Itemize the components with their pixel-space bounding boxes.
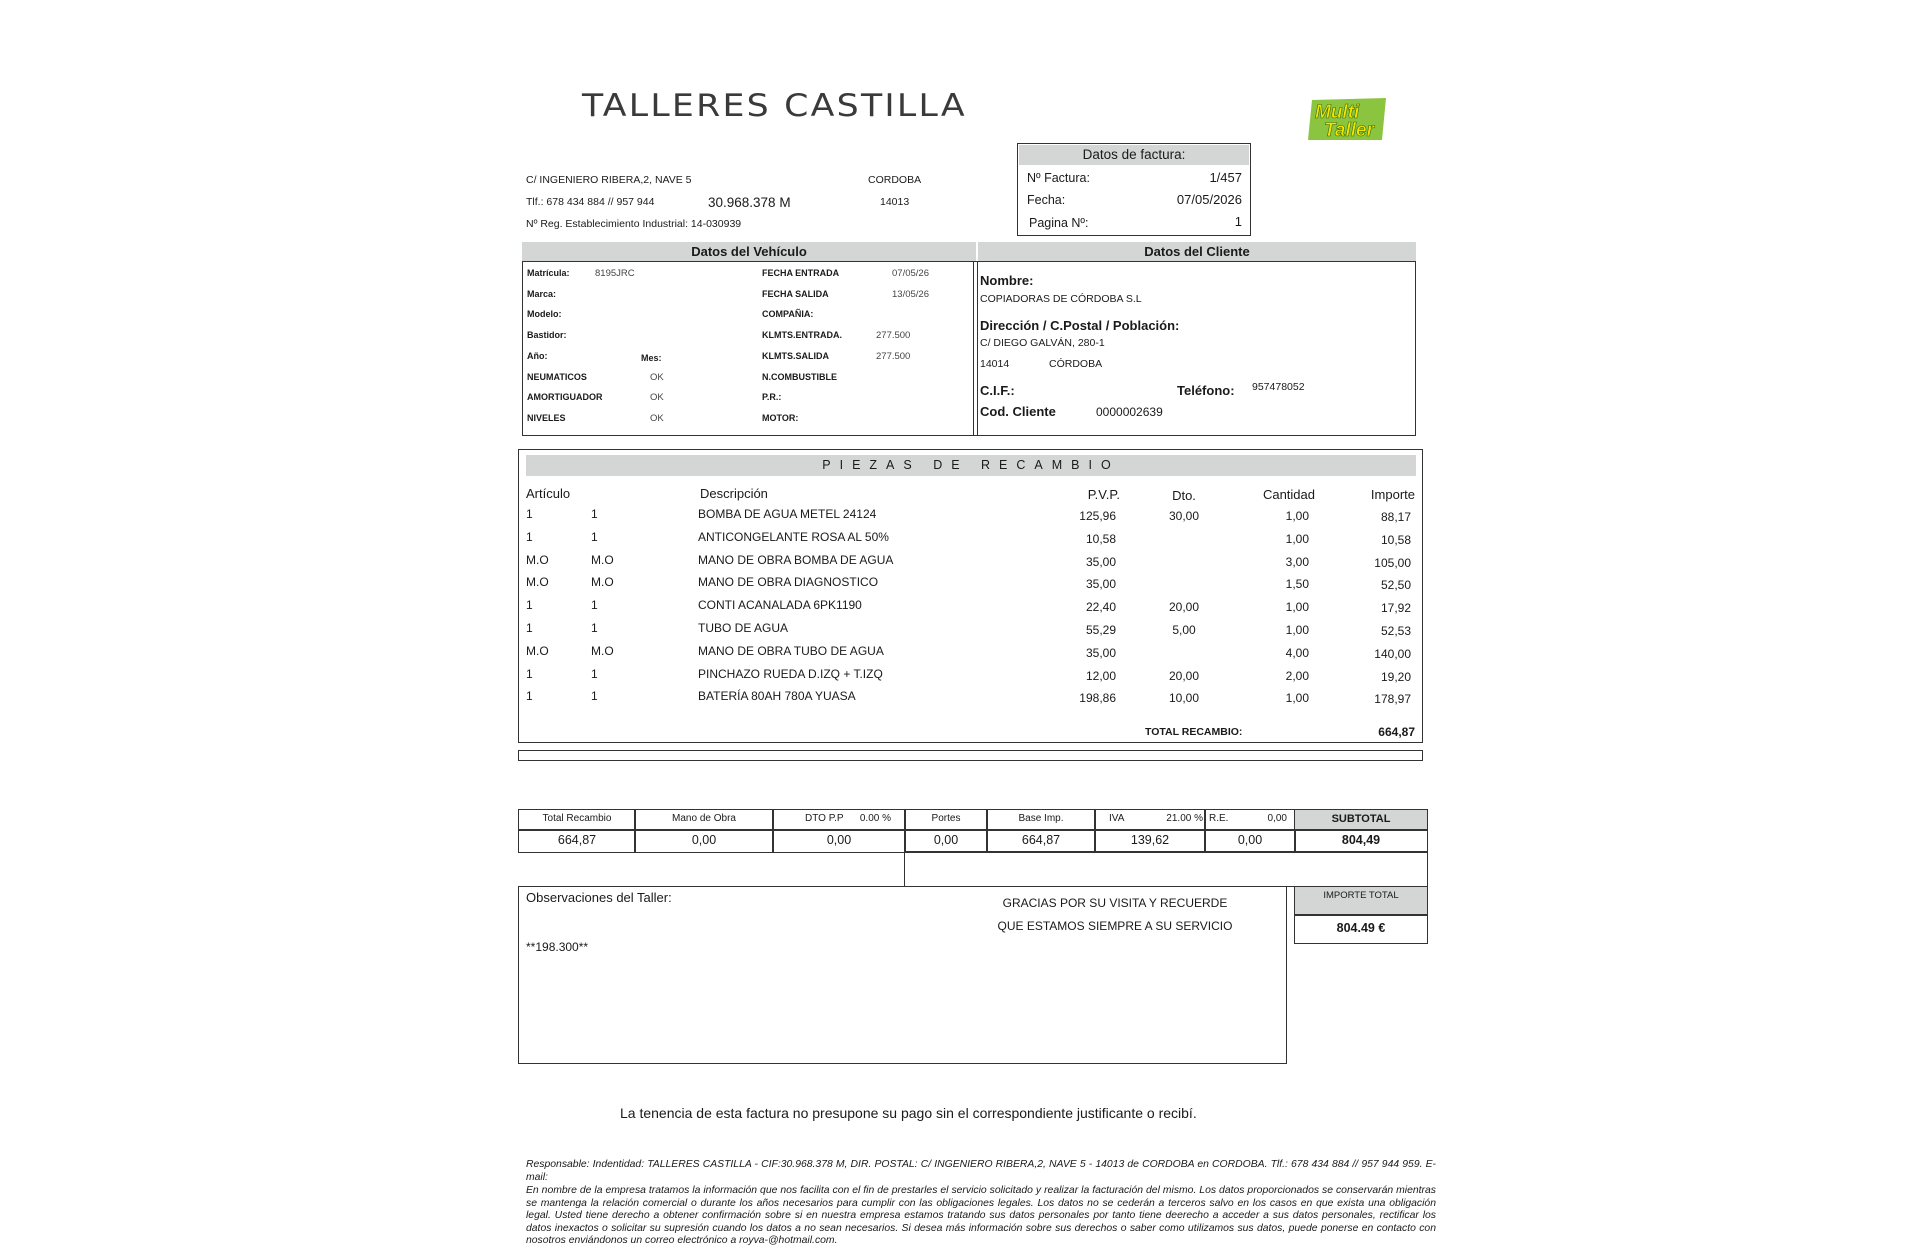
row-amount: 88,17 xyxy=(1380,510,1411,524)
row-pvp: 125,96 xyxy=(1079,509,1116,523)
company-address: C/ INGENIERO RIBERA,2, NAVE 5 xyxy=(526,174,692,186)
header-cantidad: Cantidad xyxy=(1262,487,1315,502)
row-article-ref: 1 xyxy=(591,689,598,704)
vehicle-field-value: OK xyxy=(650,392,664,404)
client-code: 0000002639 xyxy=(1096,405,1163,419)
row-article-ref: 1 xyxy=(591,621,598,635)
row-quantity: 1,00 xyxy=(1285,623,1309,637)
importe-total-value: 804.49 € xyxy=(1294,914,1428,944)
row-article: 1 xyxy=(526,666,533,681)
vehicle-field-label: Matrícula: xyxy=(527,268,570,278)
row-description: BOMBA DE AGUA METEL 24124 xyxy=(698,507,877,521)
row-amount: 10,58 xyxy=(1380,532,1411,547)
header-pvp: P.V.P. xyxy=(1087,487,1120,502)
client-name-label: Nombre: xyxy=(980,273,1034,288)
vehicle-field-label: Año: xyxy=(527,350,548,361)
company-postal-code: 14013 xyxy=(880,196,910,208)
vehicle-field-label: N.COMBUSTIBLE xyxy=(762,371,837,382)
row-article: M.O xyxy=(526,552,549,567)
row-amount: 140,00 xyxy=(1374,646,1411,661)
vehicle-field-value: 277.500 xyxy=(876,330,911,342)
row-amount: 19,20 xyxy=(1380,669,1411,684)
row-description: MANO DE OBRA BOMBA DE AGUA xyxy=(698,552,894,567)
row-pvp: 35,00 xyxy=(1085,645,1116,660)
legal-responsable: Responsable: Indentidad: TALLERES CASTILLA - CIF:30.968.378 M, DIR. POSTAL: C/ INGENIERO RIBERA,2, NAVE 5 - 14013 de CORDOBA en CORDOBA. Tlf.: 678 434 884 // 957 944 959. E-mail: xyxy=(526,1159,1436,1183)
vehicle-field-label: KLMTS.ENTRADA. xyxy=(762,330,842,341)
company-city: CORDOBA xyxy=(868,174,922,186)
vehicle-field-label: Marca: xyxy=(527,288,557,299)
thanks-line-2: QUE ESTAMOS SIEMPRE A SU SERVICIO xyxy=(997,919,1233,933)
row-article-ref: 1 xyxy=(591,507,598,521)
vehicle-field-label: Modelo: xyxy=(527,309,562,320)
totals-header-portes: Portes xyxy=(904,809,988,831)
row-amount: 52,50 xyxy=(1380,578,1411,593)
client-phone-label: Teléfono: xyxy=(1177,383,1235,398)
row-quantity: 2,00 xyxy=(1285,668,1309,683)
row-dto: 20,00 xyxy=(1168,600,1200,615)
vehicle-box xyxy=(522,261,978,436)
row-quantity: 1,00 xyxy=(1285,691,1309,706)
row-dto: 30,00 xyxy=(1168,509,1200,523)
vehicle-field-value: OK xyxy=(650,412,664,424)
totals-header-subtotal: SUBTOTAL xyxy=(1294,809,1428,831)
row-pvp: 55,29 xyxy=(1085,623,1116,637)
row-article-ref: 1 xyxy=(591,598,598,613)
vehicle-month-label: Mes: xyxy=(641,353,662,363)
row-article-ref: 1 xyxy=(591,666,598,681)
vehicle-field-value: 07/05/26 xyxy=(892,268,929,279)
invoice-date-label: Fecha: xyxy=(1027,193,1066,207)
totals-value-dtopp: 0,00 xyxy=(772,829,906,853)
observations-label: Observaciones del Taller: xyxy=(526,890,672,905)
row-article-ref: M.O xyxy=(591,575,614,590)
row-article-ref: 1 xyxy=(591,529,598,544)
row-pvp: 198,86 xyxy=(1079,691,1116,706)
client-section-title: Datos del Cliente xyxy=(978,242,1416,262)
observations-box xyxy=(518,886,1287,1064)
totals-header-mano: Mano de Obra xyxy=(634,809,774,831)
invoice-date: 07/05/2026 xyxy=(1176,192,1242,207)
vehicle-field-label: NIVELES xyxy=(527,412,566,423)
row-pvp: 22,40 xyxy=(1085,600,1116,615)
observations-note: **198.300** xyxy=(526,940,589,954)
row-description: CONTI ACANALADA 6PK1190 xyxy=(698,598,862,613)
row-amount: 52,53 xyxy=(1380,624,1411,638)
multitaller-logo xyxy=(1306,96,1388,142)
row-article: M.O xyxy=(526,643,549,658)
row-dto: 20,00 xyxy=(1168,668,1200,683)
row-amount: 178,97 xyxy=(1374,692,1411,707)
row-description: MANO DE OBRA TUBO DE AGUA xyxy=(698,643,884,658)
row-dto: 5,00 xyxy=(1172,623,1196,637)
totals-header-re: R.E. 0,00 xyxy=(1204,809,1296,831)
vehicle-field-label: KLMTS.SALIDA xyxy=(762,350,829,361)
client-street: C/ DIEGO GALVÁN, 280-1 xyxy=(980,337,1105,349)
company-name: TALLERES CASTILLA xyxy=(582,88,967,124)
header-articulo: Artículo xyxy=(526,486,571,501)
header-descripcion: Descripción xyxy=(700,486,768,501)
row-quantity: 3,00 xyxy=(1285,554,1309,569)
row-quantity: 4,00 xyxy=(1285,645,1309,660)
totals-value-base: 664,87 xyxy=(986,829,1096,853)
vehicle-section-title: Datos del Vehículo xyxy=(522,242,976,262)
invoice-page: 1 xyxy=(1234,214,1242,229)
row-quantity: 1,50 xyxy=(1285,577,1309,592)
vehicle-field-label: MOTOR: xyxy=(762,412,799,423)
header-importe: Importe xyxy=(1370,487,1415,502)
parts-bottom-bar xyxy=(518,750,1423,761)
row-amount: 105,00 xyxy=(1374,555,1411,570)
header-dto: Dto. xyxy=(1172,488,1196,503)
vehicle-field-value: OK xyxy=(650,371,664,383)
vehicle-field-value: 13/05/26 xyxy=(892,288,929,300)
invoice-page-label: Pagina Nº: xyxy=(1029,216,1089,230)
vehicle-field-label: P.R.: xyxy=(762,392,782,403)
client-postal: 14014 xyxy=(980,358,1010,370)
totals-spacer-row xyxy=(904,851,1428,887)
totals-value-recambio: 664,87 xyxy=(518,829,636,853)
vehicle-field-value: 8195JRC xyxy=(595,268,635,279)
payment-disclaimer: La tenencia de esta factura no presupone su pago sin el correspondiente justificante o recibí. xyxy=(620,1105,1197,1121)
importe-total-header: IMPORTE TOTAL xyxy=(1294,886,1428,916)
row-pvp: 35,00 xyxy=(1085,554,1116,569)
totals-header-base: Base Imp. xyxy=(986,809,1096,831)
row-pvp: 35,00 xyxy=(1085,577,1116,592)
client-code-label: Cod. Cliente xyxy=(980,404,1056,419)
row-pvp: 12,00 xyxy=(1085,668,1116,683)
row-article-ref: M.O xyxy=(591,643,614,658)
parts-title: PIEZAS DE RECAMBIO xyxy=(526,455,1416,476)
totals-value-portes: 0,00 xyxy=(904,829,988,853)
logo-text-taller: Taller xyxy=(1324,120,1374,141)
company-phone: Tlf.: 678 434 884 // 957 944 xyxy=(526,196,655,208)
client-cif-label: C.I.F.: xyxy=(980,383,1015,398)
totals-header-dtopp: DTO P.P 0.00 % xyxy=(772,809,906,831)
totals-value-mano: 0,00 xyxy=(634,829,774,853)
row-description: BATERÍA 80AH 780A YUASA xyxy=(698,689,856,704)
totals-value-re: 0,00 xyxy=(1204,829,1296,853)
invoice-number-label: Nº Factura: xyxy=(1027,171,1090,185)
thanks-line-1: GRACIAS POR SU VISITA Y RECUERDE xyxy=(1002,896,1228,910)
client-address-label: Dirección / C.Postal / Población: xyxy=(980,318,1180,333)
row-dto: 10,00 xyxy=(1168,691,1200,706)
row-article: 1 xyxy=(526,529,533,544)
row-quantity: 1,00 xyxy=(1285,531,1309,546)
client-phone: 957478052 xyxy=(1252,381,1305,393)
totals-value-iva: 139,62 xyxy=(1094,829,1206,853)
vehicle-field-label: FECHA SALIDA xyxy=(762,288,829,299)
row-description: PINCHAZO RUEDA D.IZQ + T.IZQ xyxy=(698,666,883,681)
vehicle-field-label: Bastidor: xyxy=(527,330,567,341)
row-amount: 17,92 xyxy=(1380,601,1411,616)
row-quantity: 1,00 xyxy=(1285,509,1309,523)
vehicle-field-label: COMPAÑIA: xyxy=(762,309,814,320)
row-article-ref: M.O xyxy=(591,552,614,567)
client-name: COPIADORAS DE CÓRDOBA S.L xyxy=(980,293,1142,305)
vehicle-field-value: 277.500 xyxy=(876,350,911,362)
vehicle-field-label: AMORTIGUADOR xyxy=(527,392,603,403)
logo-text-multi: Multi xyxy=(1315,102,1360,123)
vehicle-field-label: FECHA ENTRADA xyxy=(762,268,840,278)
row-article: 1 xyxy=(526,507,533,521)
invoice-number: 1/457 xyxy=(1209,170,1242,185)
row-article: 1 xyxy=(526,689,533,704)
row-article: 1 xyxy=(526,598,533,613)
total-recambio-label: TOTAL RECAMBIO: xyxy=(1145,726,1243,738)
totals-header-recambio: Total Recambio xyxy=(518,809,636,831)
row-quantity: 1,00 xyxy=(1285,600,1309,615)
totals-header-iva: IVA 21.00 % xyxy=(1094,809,1206,831)
invoice-data-title: Datos de factura: xyxy=(1019,145,1249,165)
row-description: ANTICONGELANTE ROSA AL 50% xyxy=(698,529,889,544)
row-description: TUBO DE AGUA xyxy=(698,621,789,635)
row-description: MANO DE OBRA DIAGNOSTICO xyxy=(698,575,879,590)
company-registration: Nº Reg. Establecimiento Industrial: 14-030939 xyxy=(526,218,742,230)
totals-value-subtotal: 804,49 xyxy=(1294,829,1428,853)
row-pvp: 10,58 xyxy=(1085,531,1116,546)
legal-privacy-text: En nombre de la empresa tratamos la información que nos facilita con el fin de prestarles el servicio solicitado y realizar la facturación del mismo. Los datos proporcionados se conservarán mientras se mantenga la relación comercial o durante los años necesarios para cumplir con las obligaciones legales. Los datos no se cederán a terceros salvo en los casos en que exista una obligación legal. Usted tiene derecho a obtener confirmación sobre si en nuestra empresa estamos tratando sus datos personales por tanto tiene deerecho a acceder a sus datos personales, rectificar los datos inexactos o solicitar su supresión cuando los datos a no sean necesarios. Si desea más información sobre sus derechos o saber como utilizamos sus datos, puede ponerse en contacto con nosotros enviándonos un correo electrónico a royva-@hotmail.com. xyxy=(526,1185,1436,1247)
client-city: CÓRDOBA xyxy=(1049,358,1103,370)
row-article: 1 xyxy=(526,621,533,635)
company-cif: 30.968.378 M xyxy=(708,195,791,210)
vehicle-field-label: NEUMATICOS xyxy=(527,371,587,382)
row-article: M.O xyxy=(526,575,549,590)
total-recambio-value: 664,87 xyxy=(1378,725,1415,739)
